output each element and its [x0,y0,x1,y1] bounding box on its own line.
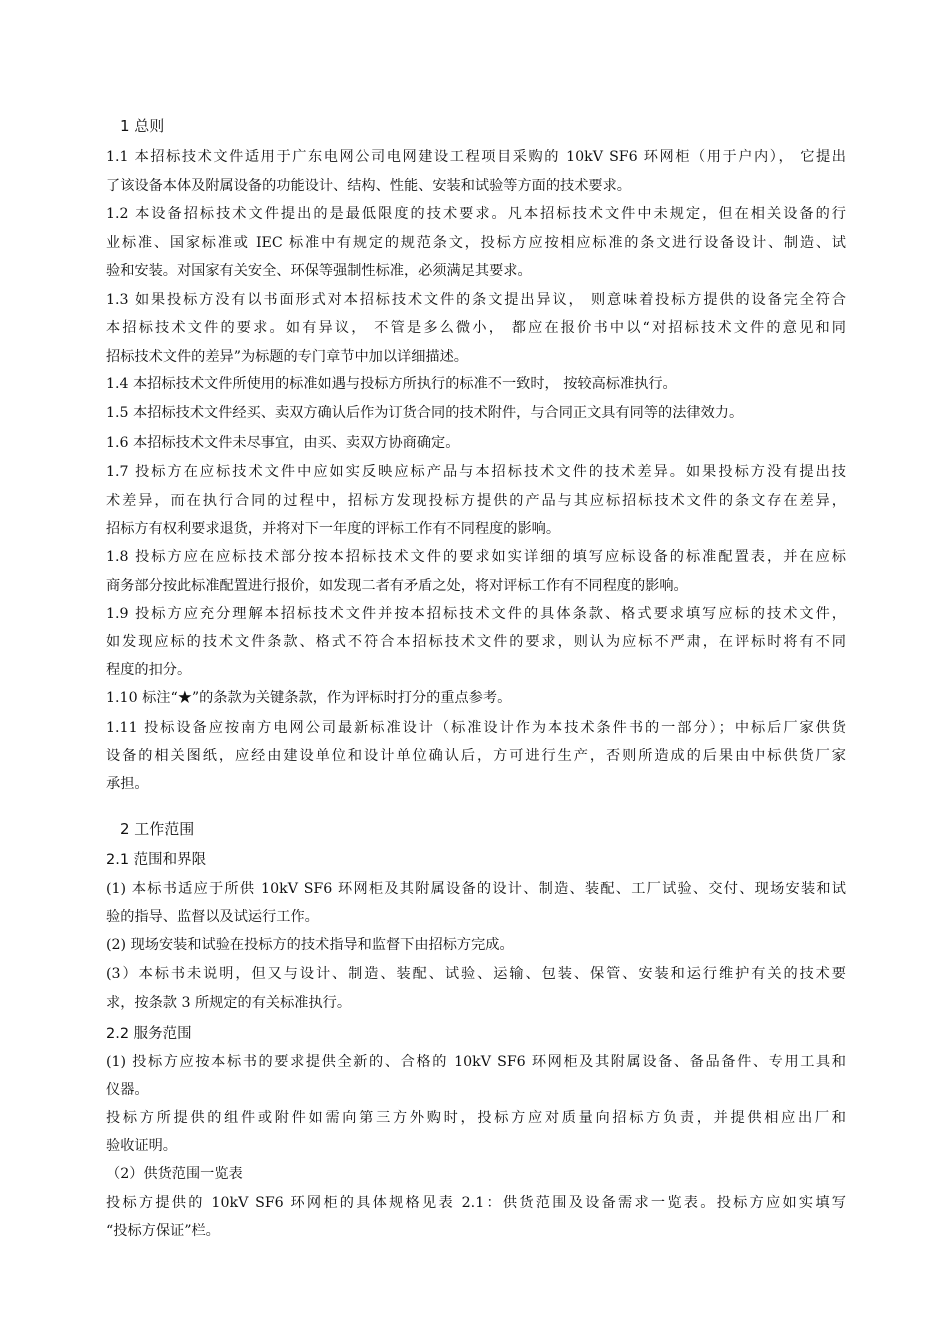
text-line: 1.7 投标方在应标技术文件中应如实反映应标产品与本招标技术文件的技术差异。如果投标方没有提出技 [106,464,846,480]
text-line: 1.10 标注“★”的条款为关键条款，作为评标时打分的重点参考。 [106,690,512,706]
text-line: 如发现应标的技术文件条款、格式不符合本招标技术文件的要求，则认为应标不严肃，在评标时将有不同 [106,634,846,650]
text-line: (3）本标书未说明，但又与设计、制造、装配、试验、运输、包装、保管、安装和运行维护有关的技术要 [106,966,846,982]
text-line: “投标方保证”栏。 [106,1223,220,1239]
text-line: 程度的扣分。 [106,662,192,678]
text-line: 1.5 本招标技术文件经买、卖双方确认后作为订货合同的技术附件，与合同正文具有同等的法律效力。 [106,405,744,421]
text-line: 1.3 如果投标方没有以书面形式对本招标技术文件的条文提出异议， 则意味着投标方提供的设备完全符合 [106,292,846,308]
text-line: 1.4 本招标技术文件所使用的标准如遇与投标方所执行的标准不一致时， 按较高标准执行。 [106,376,677,392]
section-heading: 1 总则 [120,117,165,135]
text-line: (1) 投标方应按本标书的要求提供全新的、合格的 10kV SF6 环网柜及其附属设备、备品备件、专用工具和 [106,1054,846,1070]
text-line: (1) 本标书适应于所供 10kV SF6 环网柜及其附属设备的设计、制造、装配、工厂试验、交付、现场安装和试 [106,881,846,897]
text-line: （2）供货范围一览表 [106,1166,243,1182]
text-line: 1.8 投标方应在应标技术部分按本招标技术文件的要求如实详细的填写应标设备的标准配置表，并在应标 [106,549,846,565]
text-line: 1.1 本招标技术文件适用于广东电网公司电网建设工程项目采购的 10kV SF6 环网柜（用于户内）， 它提出 [106,149,846,165]
subsection-heading: 2.2 服务范围 [106,1026,192,1042]
text-line: 业标准、国家标准或 IEC 标准中有规定的规范条文，投标方应按相应标准的条文进行设备设计、制造、试 [106,235,846,251]
text-line: 1.2 本设备招标技术文件提出的是最低限度的技术要求。凡本招标技术文件中未规定，但在相关设备的行 [106,206,846,222]
text-line: 招标技术文件的差异”为标题的专门章节中加以详细描述。 [106,349,468,365]
text-line: 验收证明。 [106,1138,177,1154]
text-line: 设备的相关图纸，应经由建设单位和设计单位确认后，方可进行生产，否则所造成的后果由中标供货厂家 [106,748,846,764]
text-line: 求，按条款 3 所规定的有关标准执行。 [106,995,352,1011]
text-line: 招标方有权利要求退货，并将对下一年度的评标工作有不同程度的影响。 [106,521,561,537]
text-line: 投标方提供的 10kV SF6 环网柜的具体规格见表 2.1：供货范围及设备需求一览表。投标方应如实填写 [106,1195,846,1211]
text-line: 1.11 投标设备应按南方电网公司最新标准设计（标准设计作为本技术条件书的一部分）；中标后厂家供货 [106,720,846,736]
text-line: 验和安装。对国家有关安全、环保等强制性标准，必须满足其要求。 [106,263,532,279]
text-line: 承担。 [106,776,149,792]
text-line: 术差异，而在执行合同的过程中，招标方发现投标方提供的产品与其应标招标技术文件的条文存在差异， [106,493,846,509]
text-line: 本招标技术文件的要求。如有异议， 不管是多么微小， 都应在报价书中以“对招标技术文件的意见和同 [106,320,846,336]
text-line: 投标方所提供的组件或附件如需向第三方外购时，投标方应对质量向招标方负责，并提供相应出厂和 [106,1110,846,1126]
text-line: 商务部分按此标准配置进行报价，如发现二者有矛盾之处，将对评标工作有不同程度的影响。 [106,578,688,594]
text-line: (2) 现场安装和试验在投标方的技术指导和监督下由招标方完成。 [106,937,514,953]
text-line: 1.9 投标方应充分理解本招标技术文件并按本招标技术文件的具体条款、格式要求填写应标的技术文件， [106,606,846,622]
subsection-heading: 2.1 范围和界限 [106,852,207,868]
text-line: 1.6 本招标技术文件未尽事宜，由买、卖双方协商确定。 [106,435,460,451]
text-line: 验的指导、监督以及试运行工作。 [106,909,319,925]
text-line: 了该设备本体及附属设备的功能设计、结构、性能、安装和试验等方面的技术要求。 [106,178,631,194]
section-heading: 2 工作范围 [120,820,195,838]
text-line: 仪器。 [106,1082,149,1098]
